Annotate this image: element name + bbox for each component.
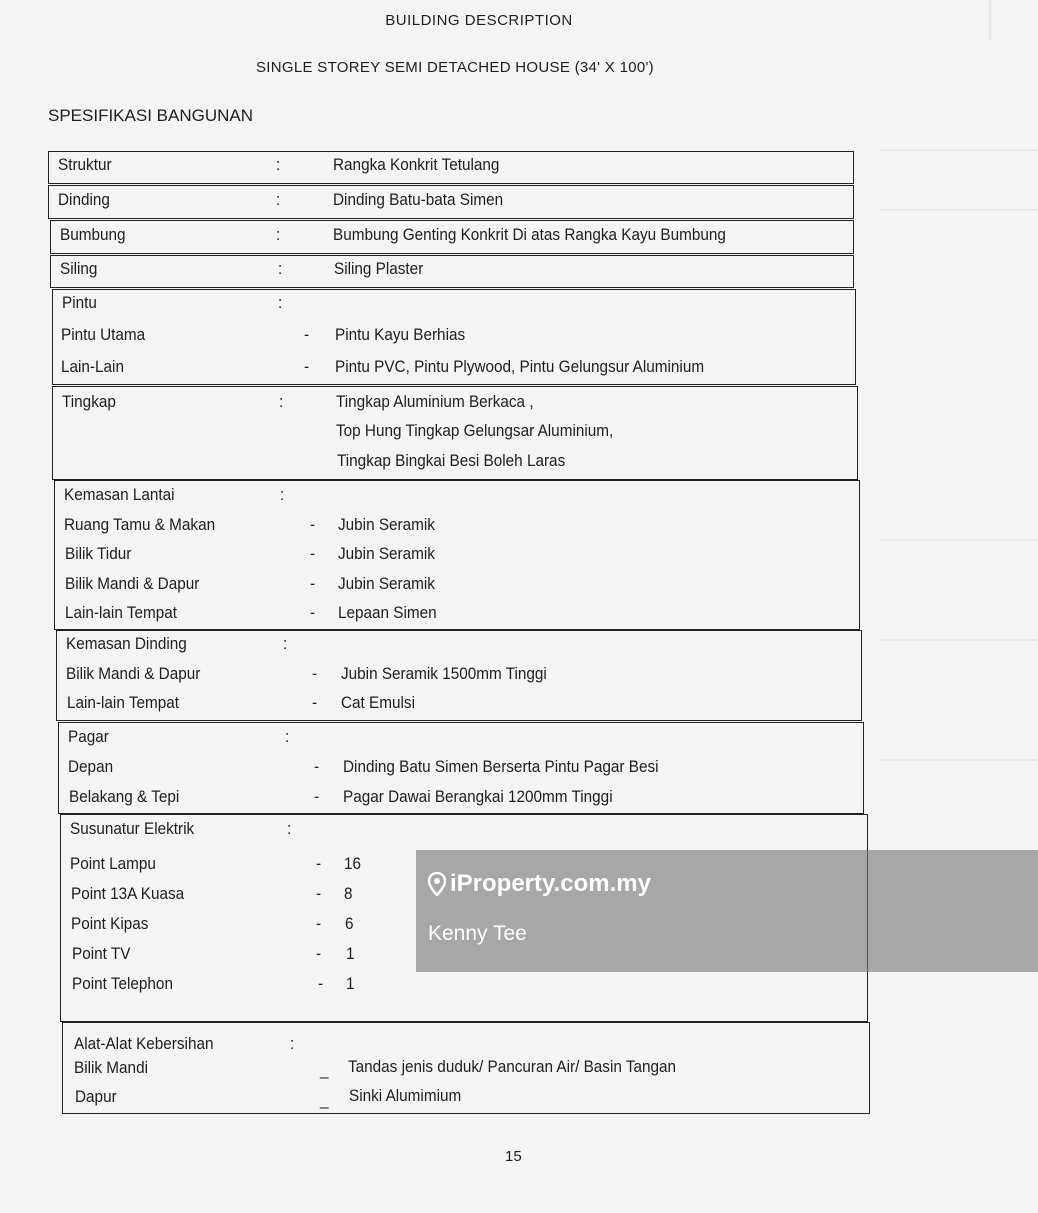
row-label: Kemasan Lantai <box>64 485 175 504</box>
row-label: Pintu <box>62 293 97 312</box>
row-label: Alat-Alat Kebersihan <box>74 1034 214 1053</box>
location-pin-icon <box>428 872 446 896</box>
watermark-agent-name: Kenny Tee <box>428 922 527 945</box>
item-value: 6 <box>345 914 354 933</box>
dash: - <box>316 914 322 933</box>
watermark-brand-text: iProperty.com.my <box>450 870 651 897</box>
colon: : <box>280 485 285 504</box>
dash: - <box>304 357 310 376</box>
row-label: Siling <box>60 259 98 278</box>
dash: - <box>312 664 318 683</box>
colon: : <box>278 259 283 278</box>
dash: _ <box>320 1060 329 1079</box>
section-title: SPESIFIKASI BANGUNAN <box>48 106 253 125</box>
colon: : <box>283 634 288 653</box>
colon: : <box>290 1034 295 1053</box>
row-label: Struktur <box>58 155 112 174</box>
item-value: Jubin Seramik 1500mm Tinggi <box>341 664 547 683</box>
item-label: Depan <box>68 757 114 776</box>
item-label: Dapur <box>75 1087 117 1106</box>
colon: : <box>287 819 292 838</box>
row-label: Tingkap <box>62 392 116 411</box>
dash: - <box>310 574 316 593</box>
dash: - <box>310 603 316 622</box>
item-value: Jubin Seramik <box>338 515 435 534</box>
item-label: Lain-lain Tempat <box>65 603 177 622</box>
dash: - <box>318 974 324 993</box>
item-label: Bilik Tidur <box>65 544 132 563</box>
colon: : <box>279 392 284 411</box>
colon: : <box>276 190 281 209</box>
item-label: Bilik Mandi & Dapur <box>65 574 200 593</box>
dash: - <box>314 787 320 806</box>
dash: - <box>310 515 316 534</box>
item-value: 16 <box>344 854 362 873</box>
item-label: Point Kipas <box>71 914 149 933</box>
item-value: Pintu Kayu Berhias <box>335 325 466 344</box>
item-value: Cat Emulsi <box>341 693 415 712</box>
document-subtitle: SINGLE STOREY SEMI DETACHED HOUSE (34' X 100') <box>256 59 654 76</box>
row-value: Bumbung Genting Konkrit Di atas Rangka Kayu Bumbung <box>333 225 726 244</box>
colon: : <box>278 293 283 312</box>
colon: : <box>285 727 290 746</box>
item-label: Point 13A Kuasa <box>71 884 185 903</box>
item-value: Jubin Seramik <box>338 544 435 563</box>
item-label: Point Lampu <box>70 854 156 873</box>
row-value-line: Tingkap Aluminium Berkaca , <box>336 392 534 411</box>
watermark-brand <box>428 870 651 898</box>
item-label: Belakang & Tepi <box>69 787 180 806</box>
colon: : <box>276 225 281 244</box>
dash: - <box>314 757 320 776</box>
item-label: Pintu Utama <box>61 325 146 344</box>
row-box-siling <box>50 255 854 288</box>
item-label: Lain-Lain <box>61 357 124 376</box>
item-value: 1 <box>346 944 355 963</box>
row-value: Siling Plaster <box>334 259 424 278</box>
row-value: Rangka Konkrit Tetulang <box>333 155 500 174</box>
row-label: Pagar <box>68 727 109 746</box>
watermark-overlay <box>416 850 1038 972</box>
page-number: 15 <box>505 1148 522 1165</box>
dash: - <box>304 325 310 344</box>
item-value: Jubin Seramik <box>338 574 435 593</box>
item-value: Lepaan Simen <box>338 603 437 622</box>
item-label: Point Telephon <box>72 974 173 993</box>
item-label: Lain-lain Tempat <box>67 693 179 712</box>
item-value: Pagar Dawai Berangkai 1200mm Tinggi <box>343 787 613 806</box>
item-value: 8 <box>344 884 353 903</box>
item-value: Sinki Alumimium <box>349 1086 462 1105</box>
document-title: BUILDING DESCRIPTION <box>385 12 573 29</box>
dash: - <box>316 944 322 963</box>
dash: - <box>316 854 322 873</box>
row-label: Kemasan Dinding <box>66 634 187 653</box>
item-value: 1 <box>346 974 355 993</box>
dash: _ <box>320 1090 329 1109</box>
item-value: Dinding Batu Simen Berserta Pintu Pagar Besi <box>343 757 659 776</box>
dash: - <box>312 693 318 712</box>
dash: - <box>310 544 316 563</box>
row-label: Bumbung <box>60 225 126 244</box>
item-label: Point TV <box>72 944 131 963</box>
row-value-line: Tingkap Bingkai Besi Boleh Laras <box>337 451 566 470</box>
item-label: Bilik Mandi & Dapur <box>66 664 201 683</box>
row-value-line: Top Hung Tingkap Gelungsar Aluminium, <box>336 421 614 440</box>
row-label: Susunatur Elektrik <box>70 819 195 838</box>
row-label: Dinding <box>58 190 110 209</box>
item-value: Tandas jenis duduk/ Pancuran Air/ Basin Tangan <box>348 1057 677 1076</box>
item-label: Ruang Tamu & Makan <box>64 515 216 534</box>
dash: - <box>316 884 322 903</box>
item-value: Pintu PVC, Pintu Plywood, Pintu Gelungsur Aluminium <box>335 357 705 376</box>
item-label: Bilik Mandi <box>74 1058 148 1077</box>
colon: : <box>276 155 281 174</box>
row-value: Dinding Batu-bata Simen <box>333 190 504 209</box>
